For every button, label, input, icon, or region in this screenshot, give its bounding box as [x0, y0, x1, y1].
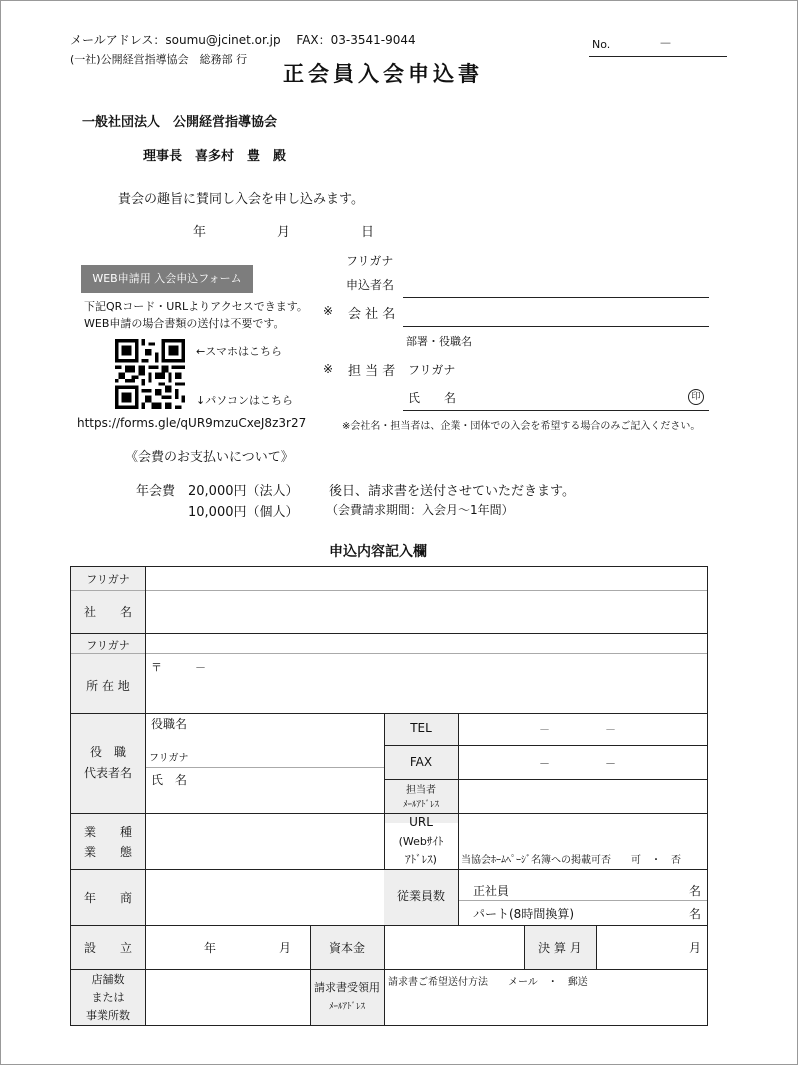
- fee-invoice-note: 後日、請求書を送付させていただきます。: [329, 484, 575, 499]
- invoice-method: 請求書ご希望送付方法 メール ・ 郵送: [388, 977, 588, 988]
- person-line: [403, 410, 709, 411]
- company-required-mark: ※: [323, 304, 334, 318]
- person-required-mark: ※: [323, 362, 334, 376]
- form-url-link[interactable]: https://forms.gle/qUR9mzuCxeJ8z3r27: [77, 416, 307, 430]
- rep-fullname-label: 氏 名: [151, 773, 188, 787]
- applicant-note: ※会社名・担当者は、企業・団体での入会を希望する場合のみご記入ください。: [342, 421, 701, 432]
- date-day: 日: [361, 225, 375, 240]
- capital-label: 資本金: [328, 941, 365, 955]
- label-column-shade: [71, 567, 145, 1025]
- rep-title-label: 役 職: [89, 745, 126, 759]
- parttime-unit: 名: [689, 907, 702, 921]
- qr-code-icon[interactable]: [115, 339, 185, 409]
- fax-label: FAX: [409, 755, 433, 769]
- applicant-name-label: 申込者名: [346, 278, 395, 292]
- furigana-label-1: フリガナ: [86, 573, 130, 586]
- fiscal-month-label: 決 算 月: [538, 941, 582, 955]
- url-label-1: URL: [409, 815, 433, 829]
- fee-heading: 《会費のお支払いについて》: [125, 450, 294, 465]
- contact-mail-label-1: 担当者: [406, 785, 436, 796]
- fee-individual: 10,000円（個人）: [188, 505, 299, 520]
- address-line: (一社)公開経営指導協会 総務部 行: [70, 53, 248, 66]
- fiscal-month-unit: 月: [689, 941, 702, 955]
- stores-label-3: 事業所数: [86, 1009, 130, 1022]
- stores-label-1: 店舗数: [91, 973, 125, 986]
- parttime-label: パート(8時間換算): [473, 907, 574, 921]
- url-label-2: (Webｻｲﾄ: [398, 835, 444, 848]
- person-furigana-label: フリガナ: [408, 363, 456, 377]
- applicant-name-line: [403, 297, 709, 298]
- seal-icon: 印: [688, 389, 704, 405]
- addressee-org: 一般社団法人 公開経営指導協会: [82, 115, 278, 130]
- date-month: 月: [277, 225, 291, 240]
- no-underline: [589, 56, 727, 57]
- fee-period: （会費請求期間：入会月～1年間）: [326, 503, 514, 517]
- web-note-1: 下記QRコード・URLよりアクセスできます。: [84, 300, 308, 313]
- url-label-3: ｱﾄﾞﾚｽ): [405, 853, 437, 866]
- contact-mail-label-2: ﾒｰﾙｱﾄﾞﾚｽ: [402, 800, 439, 810]
- established-month: 月: [279, 941, 292, 955]
- applicant-furigana-label: フリガナ: [346, 254, 394, 268]
- form-heading: 申込内容記入欄: [329, 544, 427, 560]
- fee-annual: 年会費 20,000円（法人）: [136, 484, 299, 499]
- person-label: 担 当 者: [348, 364, 396, 379]
- addressee-chair: 理事長 喜多村 豊 殿: [143, 149, 287, 164]
- date-year: 年: [193, 225, 207, 240]
- listing-consent: 当協会ﾎｰﾑﾍﾟｰｼﾞ名簿への掲載可否 可 ・ 否: [461, 855, 681, 866]
- stores-label-2: または: [91, 991, 125, 1004]
- page-title: 正会員入会申込書: [283, 62, 483, 86]
- established-label: 設 立: [83, 941, 132, 955]
- smartphone-hint: ←スマホはこちら: [196, 345, 282, 358]
- application-table: [70, 566, 708, 1026]
- contact-line: メールアドレス：soumu@jcinet.or.jp FAX：03-3541-9044: [70, 33, 416, 47]
- company-line: [403, 326, 709, 327]
- rep-furigana-label: フリガナ: [149, 753, 189, 764]
- tel-label: TEL: [410, 721, 432, 735]
- industry-label: 業 種: [83, 825, 132, 839]
- sales-label: 年 商: [83, 891, 132, 905]
- fulltime-unit: 名: [689, 884, 702, 898]
- fulltime-label: 正社員: [473, 884, 510, 898]
- department-label: 部署・役職名: [406, 335, 472, 348]
- rep-name-label: 代表者名: [83, 766, 132, 780]
- web-note-2: WEB申請の場合書類の送付は不要です。: [84, 317, 285, 330]
- no-label: No.: [592, 38, 611, 51]
- fax-dash: － －: [539, 757, 616, 770]
- web-application-button[interactable]: WEB申請用 入会申込フォーム: [81, 265, 253, 293]
- invoice-mail-label-1: 請求書受領用: [314, 981, 380, 994]
- intro-text: 貴会の趣旨に賛同し入会を申し込みます。: [118, 192, 364, 207]
- furigana-label-2: フリガナ: [86, 639, 130, 652]
- invoice-mail-label-2: ﾒｰﾙｱﾄﾞﾚｽ: [328, 1002, 365, 1012]
- address-label: 所 在 地: [86, 679, 130, 693]
- tel-dash: － －: [539, 723, 616, 736]
- company-label: 会 社 名: [348, 307, 396, 322]
- postal-mark: 〒 －: [151, 661, 206, 674]
- no-value: —: [660, 36, 671, 49]
- pc-hint: ↓パソコンはこちら: [196, 394, 293, 407]
- rep-post-label: 役職名: [151, 717, 188, 731]
- person-name-label: 氏 名: [408, 391, 457, 405]
- employees-label: 従業員数: [396, 889, 445, 903]
- established-year: 年: [204, 941, 217, 955]
- business-type-label: 業 態: [83, 845, 132, 859]
- invoice-mail-label-shade: [310, 969, 384, 1025]
- company-name-label: 社 名: [83, 605, 132, 619]
